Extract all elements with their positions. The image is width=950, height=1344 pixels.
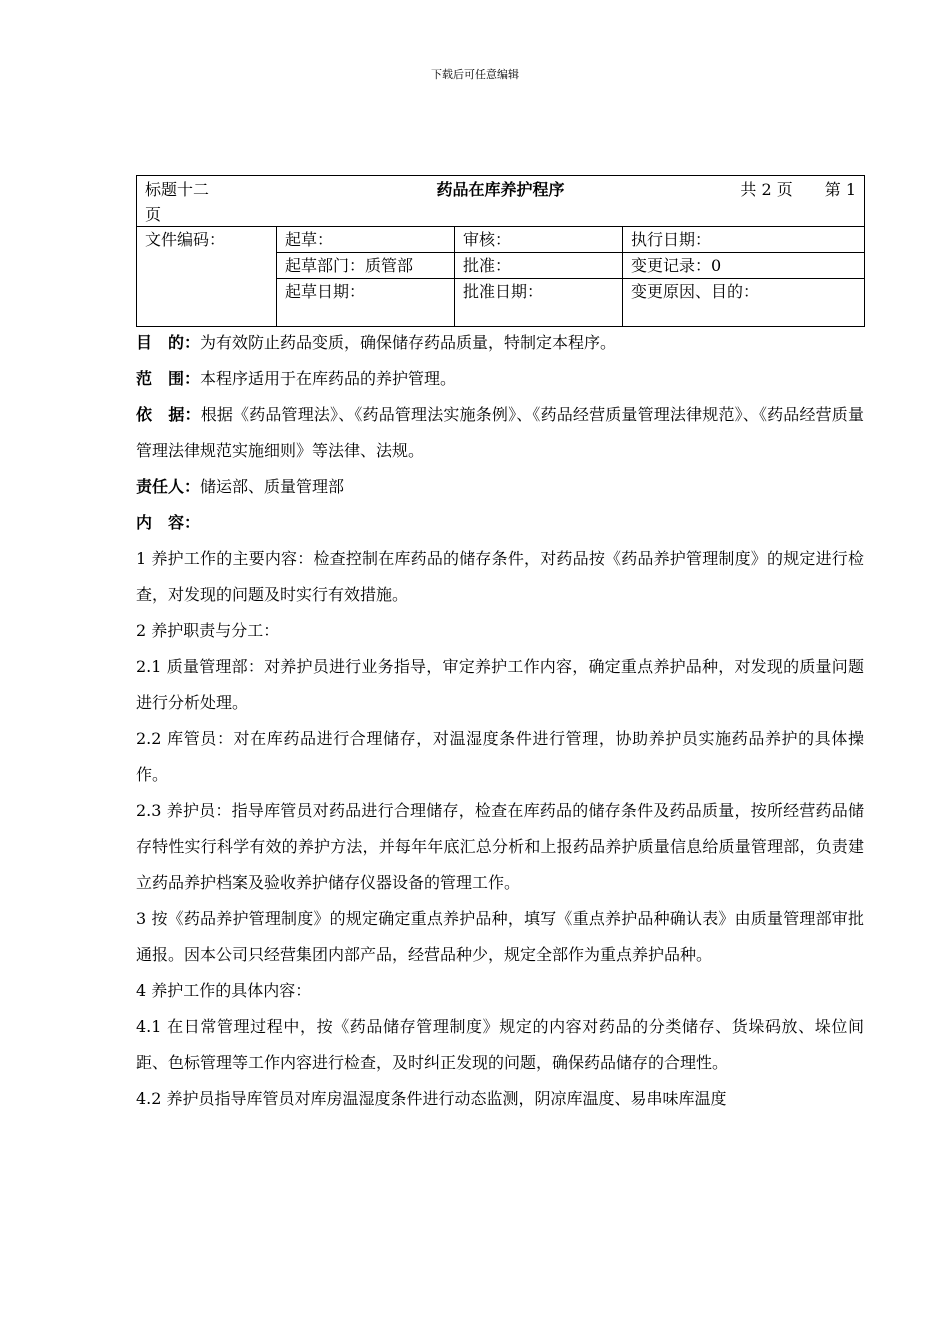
- section-4-1: 4.1 在日常管理过程中，按《药品储存管理制度》规定的内容对药品的分类储存、货垛码放、垛位间距、色标管理等工作内容进行检查，及时纠正发现的问题，确保药品储存的合理性。: [136, 1017, 864, 1072]
- purpose-paragraph: [136, 325, 864, 361]
- title-row: [137, 176, 865, 227]
- responsible-label: 责任人：: [136, 477, 201, 496]
- purpose-label: 目 的：: [136, 333, 201, 352]
- basis-paragraph: [136, 397, 864, 469]
- change-record-field: 变更记录：0: [623, 253, 865, 279]
- content-heading: 内 容：: [136, 513, 201, 532]
- draft-dept-field: 起草部门：质管部: [277, 253, 455, 279]
- responsible-paragraph: [136, 469, 864, 505]
- title-cell: [137, 176, 865, 227]
- section-3: 3 按《药品养护管理制度》的规定确定重点养护品种，填写《重点养护品种确认表》由质量管理部审批通报。因本公司只经营集团内部产品，经营品种少，规定全部作为重点养护品种。: [136, 909, 864, 964]
- document-body: [136, 325, 864, 1117]
- drafter-field: 起草：: [277, 227, 455, 253]
- approve-date-field: 批准日期：: [455, 279, 623, 327]
- doc-title: 药品在库养护程序: [436, 180, 565, 199]
- responsible-text: 储运部、质量管理部: [200, 477, 345, 496]
- section-2-3: 2.3 养护员：指导库管员对药品进行合理储存，检查在库药品的储存条件及药品质量，按所经营药品储存特性实行科学有效的养护方法，并每年年底汇总分析和上报药品养护质量信息给质量管理部，负责建立药品养护档案及验收养护储存仪器设备的管理工作。: [136, 801, 864, 892]
- section-4-2: 4.2 养护员指导库管员对库房温湿度条件进行动态监测，阴凉库温度、易串味库温度: [136, 1089, 727, 1108]
- purpose-text: 为有效防止药品变质，确保储存药品质量，特制定本程序。: [200, 333, 617, 352]
- page-header-note: 下载后可任意编辑: [431, 68, 519, 81]
- file-code-label: 文件编码：: [137, 227, 277, 327]
- draft-date-field: 起草日期：: [277, 279, 455, 327]
- document-meta-table: [136, 175, 865, 327]
- exec-date-field: 执行日期：: [623, 227, 865, 253]
- section-2-2: 2.2 库管员：对在库药品进行合理储存，对温湿度条件进行管理，协助养护员实施药品养护的具体操作。: [136, 729, 864, 784]
- page-suffix: 页: [145, 205, 162, 224]
- reviewer-field: 审核：: [455, 227, 623, 253]
- basis-label: 依 据：: [136, 405, 201, 424]
- meta-row-1: [137, 227, 865, 253]
- section-1: 1 养护工作的主要内容：检查控制在库药品的储存条件，对药品按《药品养护管理制度》的规定进行检查，对发现的问题及时实行有效措施。: [136, 549, 864, 604]
- section-4: 4 养护工作的具体内容：: [136, 981, 312, 1000]
- change-reason-field: 变更原因、目的：: [623, 279, 865, 327]
- basis-text: 根据《药品管理法》、《药品管理法实施条例》、《药品经营质量管理法律规范》、《药品经营质量管理法律规范实施细则》等法律、法规。: [136, 405, 864, 460]
- doc-number: 标题十二: [145, 180, 210, 199]
- section-2: 2 养护职责与分工：: [136, 621, 280, 640]
- scope-paragraph: [136, 361, 864, 397]
- page-count: 共 2 页 第 1: [740, 180, 856, 199]
- approver-field: 批准：: [455, 253, 623, 279]
- section-2-1: 2.1 质量管理部：对养护员进行业务指导，审定养护工作内容，确定重点养护品种，对发现的质量问题进行分析处理。: [136, 657, 864, 712]
- scope-text: 本程序适用于在库药品的养护管理。: [200, 369, 457, 388]
- scope-label: 范 围：: [136, 369, 201, 388]
